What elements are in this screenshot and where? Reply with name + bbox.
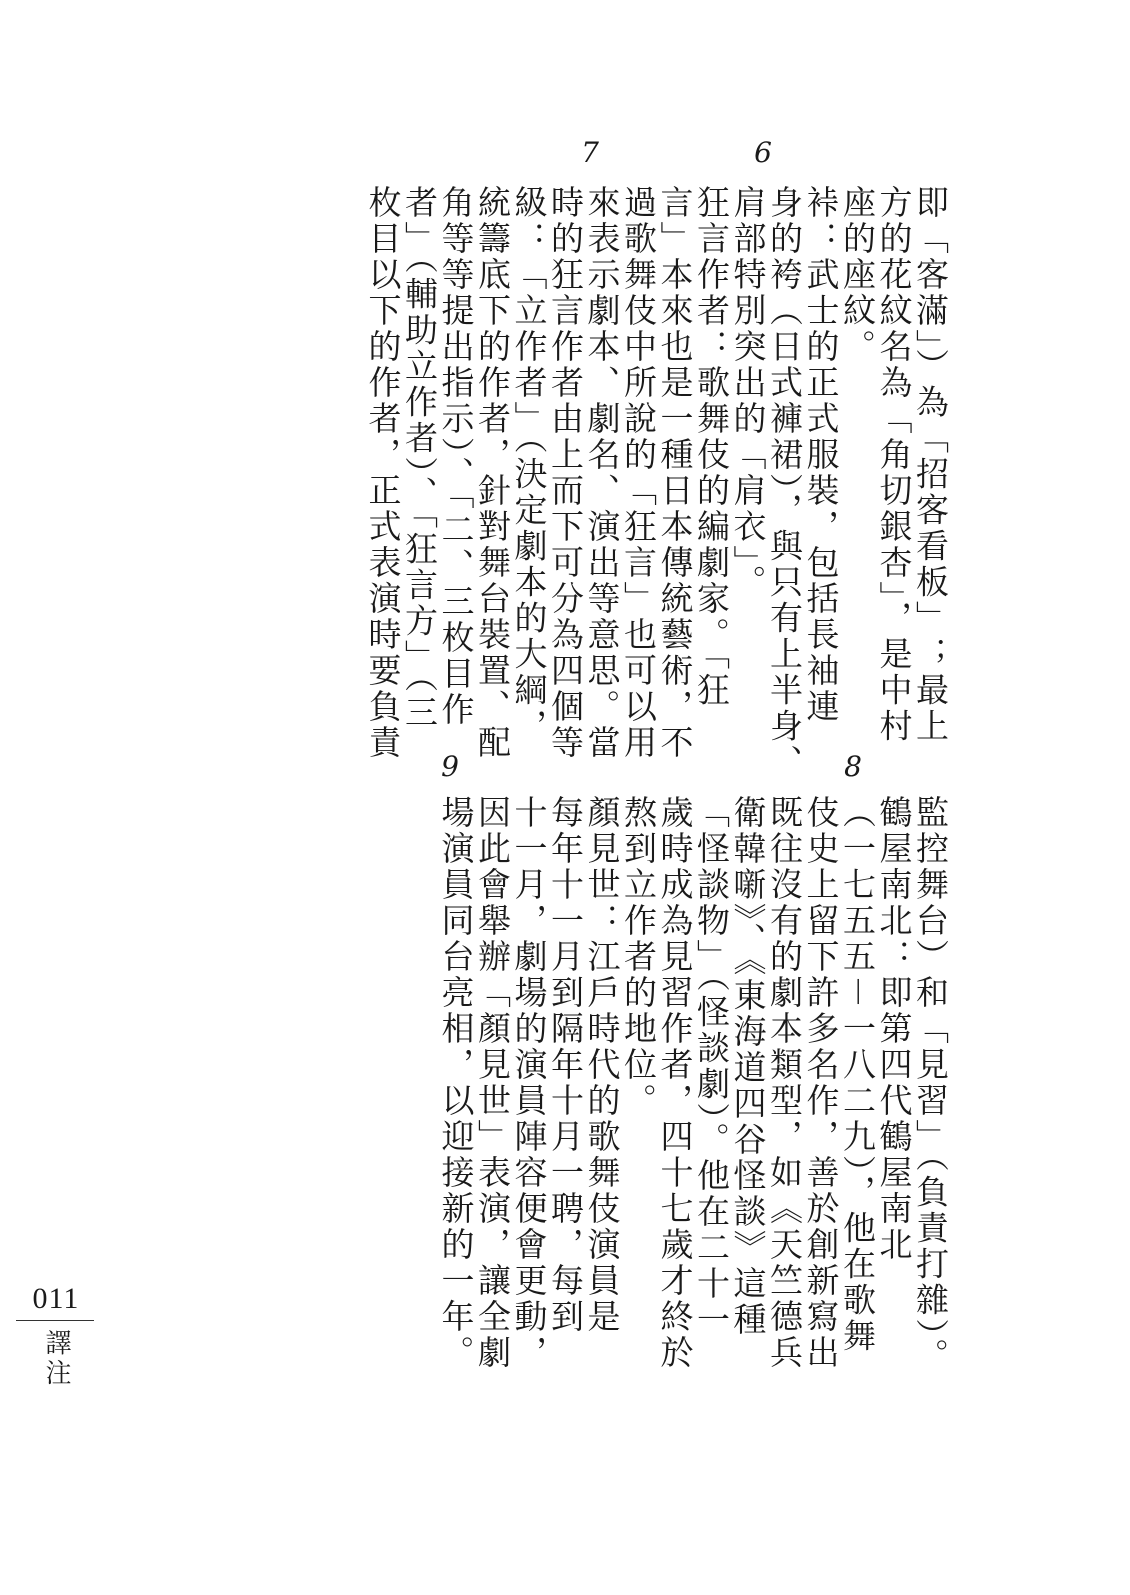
note-8-line: 伎史上留下許多名作，善於創新寫出	[801, 795, 841, 1371]
upper-notes-block	[364, 185, 948, 781]
note-7-line: 級：「立作者」（決定劇本的大綱，	[509, 185, 549, 745]
note-9-line: 場演員同台亮相，以迎接新的一年。	[436, 795, 476, 1371]
page-number: 011	[32, 1282, 80, 1315]
prev-note-line: 座的座紋。	[838, 185, 877, 365]
note-7-line: 時的狂言作者由上而下可分為四個等	[546, 185, 585, 761]
note-7-line: 過歌舞伎中所說的「狂言」也可以用	[619, 185, 658, 761]
note-8-line: 衛韓噺》、《東海道四谷怪談》這種	[728, 795, 768, 1338]
note-7-line: 言」本來也是一種日本傳統藝術，不	[655, 185, 695, 761]
prev-note-line: 方的花紋名為「角切銀杏」，是中村	[874, 185, 914, 745]
note-8-line: 既往沒有的劇本類型，如《天竺德兵	[765, 795, 804, 1371]
note-9-line: 因此會舉辦「顏見世」表演，讓全劇	[473, 795, 512, 1371]
section-label: 譯注	[41, 1329, 71, 1389]
note-8-line: （一七五五－一八二九），他在歌舞	[838, 795, 877, 1355]
note-7-line: 統籌底下的作者，針對舞台裝置、配	[473, 185, 512, 761]
note-8-line: 熬到立作者的地位。	[619, 795, 658, 1119]
lower-notes-block	[437, 795, 948, 1374]
note-7-line: 枚目以下的作者，正式表演時要負責	[363, 185, 403, 761]
note-8-line: 歲時成為見習作者，四十七歲才終於	[655, 795, 695, 1371]
note-9-line: 顏見世：江戶時代的歌舞伎演員是	[582, 795, 622, 1335]
note-6-line: 肩部特別突出的「肩衣」。	[728, 185, 768, 601]
note-7-number: 7	[581, 136, 599, 169]
note-7-line: 角等等提出指示）、「二、三枚目作	[436, 185, 476, 728]
note-6-number: 6	[754, 136, 772, 169]
prev-note-line: 即「客滿」）為「招客看板」；最上	[911, 185, 950, 745]
note-6-line: 裃：武士的正式服裝，包括長袖連	[801, 185, 841, 725]
note-9-line: 十一月，劇場的演員陣容便會更動，	[509, 795, 549, 1371]
note-8-line: 「怪談物」（怪談劇）。他在二十一	[692, 795, 731, 1338]
note-6-line: 身的袴（日式褲裙），與只有上半身、	[765, 185, 804, 781]
note-7-line: 者」（輔助立作者）、「狂言方」（三	[400, 185, 439, 731]
note-7-continued-line: 監控舞台）和「見習」（負責打雜）。	[911, 795, 950, 1374]
folio	[16, 1283, 96, 1389]
note-9-number: 9	[441, 750, 459, 783]
note-9-line: 每年十一月到隔年十月一聘，每到	[546, 795, 585, 1335]
note-8-line: 鶴屋南北：即第四代鶴屋南北	[874, 795, 914, 1263]
note-8-number: 8	[844, 750, 862, 783]
note-7-line: 來表示劇本、劇名、演出等意思。當	[582, 185, 622, 761]
folio-rule	[16, 1320, 94, 1321]
note-7-line: 狂言作者：歌舞伎的編劇家。「狂	[692, 185, 731, 709]
